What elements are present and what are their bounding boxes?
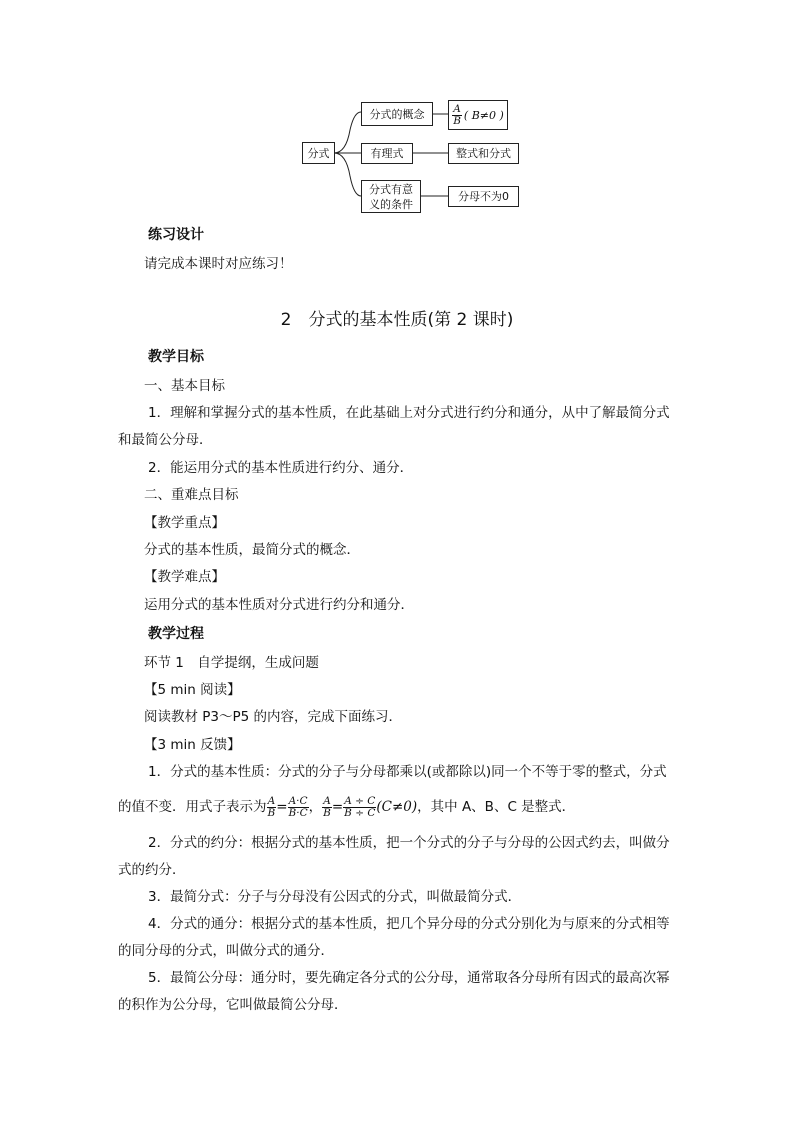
formula-fraction-4-numerator: A ÷ C: [344, 794, 376, 807]
formula-fraction-4: [343, 796, 376, 819]
key-point-label: 【教学重点】: [144, 515, 225, 531]
reading-label: 【5 min 阅读】: [144, 682, 241, 698]
diagram-fraction-denominator: B: [453, 114, 461, 127]
reading-text: 阅读教材 P3～P5 的内容，完成下面练习．: [144, 709, 403, 725]
step-1-heading: 环节 1 自学提纲，生成问题: [144, 655, 319, 671]
item-1-line-1: 1．分式的基本性质：分式的分子与分母都乘以(或都除以)同一个不等于零的整式，分式: [148, 764, 667, 780]
item-1-line-2-suffix: ，其中 A、B、C 是整式．: [417, 799, 576, 815]
diagram-concept-result-box: [448, 100, 508, 130]
diagram-concept-box: 分式的概念: [361, 102, 433, 126]
formula-fraction-3-numerator: A: [323, 794, 331, 807]
formula-fraction-1-numerator: A: [267, 794, 276, 807]
basic-goals-heading: 一、基本目标: [144, 378, 225, 394]
formula-fraction-1: [267, 796, 277, 819]
goal-1-line-2: 和最简公分母．: [118, 432, 213, 448]
formula-equals-1: =: [276, 799, 288, 815]
diagram-condition-box: [361, 180, 421, 213]
item-3: 3．最简分式：分子与分母没有公因式的分式，叫做最简分式．: [148, 889, 522, 905]
diagram-fraction-numerator: A: [453, 102, 461, 115]
item-1-line-2: [118, 790, 575, 824]
goal-2: 2．能运用分式的基本性质进行约分、通分．: [148, 460, 414, 476]
item-5-line-1: 5．最简公分母：通分时，要先确定各分式的公分母，通常取各分母所有因式的最高次幂: [148, 970, 670, 986]
diagram-rational-result-box: 整式和分式: [448, 143, 519, 164]
item-4-line-2: 的同分母的分式，叫做分式的通分．: [118, 943, 334, 959]
diagram-fraction: [452, 104, 462, 127]
diagram-rational-box: 有理式: [361, 143, 413, 164]
formula-fraction-3-denominator: B: [323, 806, 331, 819]
formula-fraction-4-denominator: B ÷ C: [344, 806, 376, 819]
difficulty-text: 运用分式的基本性质对分式进行约分和通分．: [144, 597, 414, 613]
formula-fraction-2-numerator: A·C: [288, 794, 308, 807]
formula-condition: (C≠0): [376, 799, 418, 815]
practice-text: 请完成本课时对应练习！: [144, 256, 293, 272]
goals-heading: 教学目标: [148, 349, 204, 365]
feedback-label: 【3 min 反馈】: [144, 737, 241, 753]
item-5-line-2: 的积作为公分母，它叫做最简公分母．: [118, 997, 348, 1013]
formula-fraction-2-denominator: B·C: [288, 806, 308, 819]
formula-fraction-1-denominator: B: [267, 806, 276, 819]
process-heading: 教学过程: [148, 626, 204, 642]
diagram-condition-line2: 义的条件: [369, 197, 413, 211]
formula-fraction-3: [322, 796, 332, 819]
diagram-fraction-condition: ( B≠0 ): [463, 108, 504, 122]
formula-fraction-2: [288, 796, 309, 819]
item-2-line-1: 2．分式的约分：根据分式的基本性质，把一个分式的分子与分母的公因式约去，叫做分: [148, 835, 670, 851]
difficulty-label: 【教学难点】: [144, 569, 225, 585]
diagram-root-box: 分式: [302, 142, 335, 164]
goal-1-line-1: 1．理解和掌握分式的基本性质，在此基础上对分式进行约分和通分，从中了解最简分式: [148, 405, 670, 421]
key-goals-heading: 二、重难点目标: [144, 487, 239, 503]
lesson-title: 2 分式的基本性质(第 2 课时): [280, 310, 514, 330]
diagram-condition-result-box: 分母不为0: [448, 186, 519, 207]
item-2-line-2: 式的约分．: [118, 862, 186, 878]
practice-heading: 练习设计: [148, 227, 204, 243]
key-point-text: 分式的基本性质，最简分式的概念．: [144, 542, 360, 558]
item-4-line-1: 4．分式的通分：根据分式的基本性质，把几个异分母的分式分别化为与原来的分式相等: [148, 916, 670, 932]
diagram-condition-line1: 分式有意: [369, 182, 413, 196]
item-1-line-2-prefix: 的值不变．用式子表示为: [118, 799, 267, 815]
formula-equals-2: =: [331, 799, 344, 815]
formula-separator: ，: [308, 799, 323, 815]
